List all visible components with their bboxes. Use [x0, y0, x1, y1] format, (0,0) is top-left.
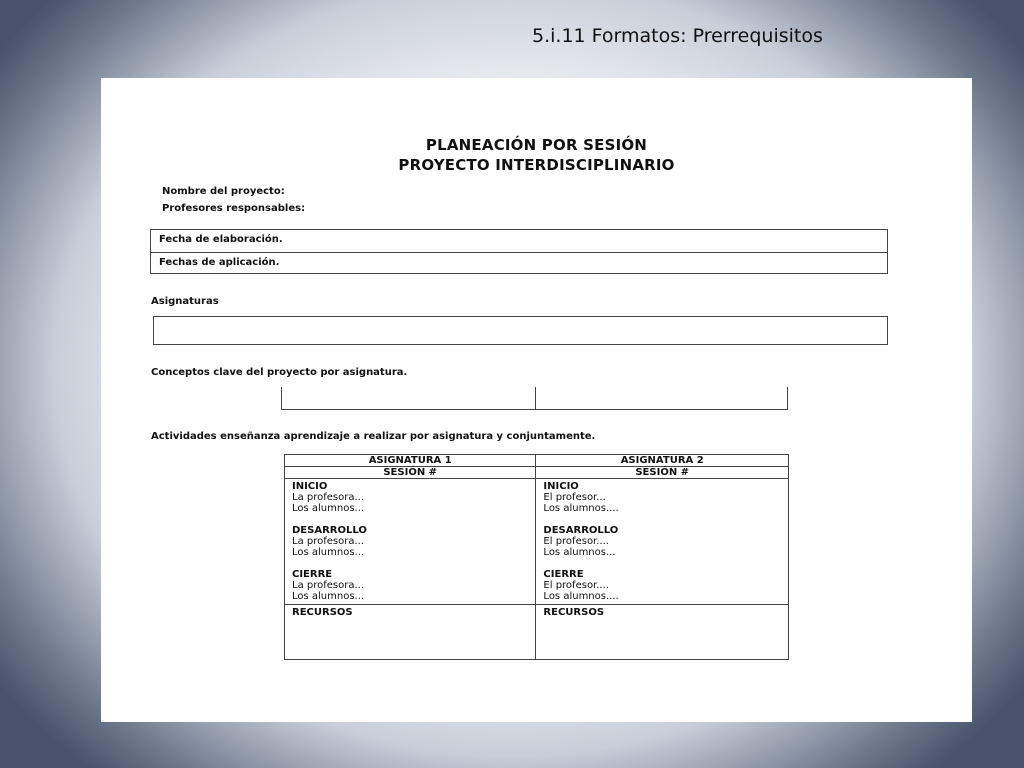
desarrollo-line: La profesora...: [292, 536, 365, 547]
key-concepts-box: [281, 387, 788, 410]
application-dates-label: Fechas de aplicación.: [159, 257, 280, 268]
inicio-title: INICIO: [292, 481, 328, 492]
desarrollo-title: DESARROLLO: [543, 525, 619, 536]
cierre-line: El profesor....: [543, 580, 609, 591]
document-heading: PLANEACIÓN POR SESIÓN: [425, 136, 648, 154]
subject-2-activities: [536, 479, 789, 605]
slide-title: 5.i.11 Formatos: Prerrequisitos: [532, 25, 823, 47]
key-concepts-divider: [535, 387, 536, 409]
subject-1-session: SESIÓN #: [285, 467, 536, 479]
document-page: [101, 78, 972, 722]
table-row: [285, 479, 789, 605]
cierre-line: Los alumnos...: [292, 591, 365, 602]
inicio-title: INICIO: [543, 481, 579, 492]
inicio-line: El profesor...: [543, 492, 606, 503]
subject-1-header: ASIGNATURA 1: [285, 455, 536, 467]
desarrollo-line: Los alumnos...: [292, 547, 365, 558]
cierre-title: CIERRE: [292, 569, 333, 580]
subject-2-header: ASIGNATURA 2: [536, 455, 789, 467]
subject-2-resources: [536, 605, 789, 660]
inicio-line: Los alumnos....: [543, 503, 619, 514]
cierre-line: Los alumnos....: [543, 591, 619, 602]
inicio-line: Los alumnos...: [292, 503, 365, 514]
subject-1-activities: [285, 479, 536, 605]
table-row: [285, 605, 789, 660]
cierre-line: La profesora...: [292, 580, 365, 591]
application-dates-row: [151, 252, 887, 274]
desarrollo-title: DESARROLLO: [292, 525, 367, 536]
elaboration-date-row: [151, 230, 887, 252]
document-subheading: PROYECTO INTERDISCIPLINARIO: [398, 156, 675, 174]
elaboration-date-label: Fecha de elaboración.: [159, 234, 283, 245]
key-concepts-label: Conceptos clave del proyecto por asignatura.: [151, 367, 408, 378]
recursos-title: RECURSOS: [543, 607, 605, 618]
cierre-title: CIERRE: [543, 569, 584, 580]
project-name-label: Nombre del proyecto:: [162, 186, 285, 197]
subject-2-session: SESIÓN #: [536, 467, 789, 479]
subjects-label: Asignaturas: [151, 296, 219, 307]
desarrollo-line: El profesor....: [543, 536, 609, 547]
inicio-line: La profesora...: [292, 492, 365, 503]
desarrollo-line: Los alumnos...: [543, 547, 616, 558]
table-header-row: [285, 455, 789, 467]
recursos-title: RECURSOS: [292, 607, 353, 618]
dates-box: [150, 229, 888, 274]
teachers-label: Profesores responsables:: [162, 203, 306, 214]
subject-1-resources: [285, 605, 536, 660]
activities-label: Actividades enseñanza aprendizaje a realizar por asignatura y conjuntamente.: [151, 431, 596, 442]
subjects-box: [153, 316, 888, 345]
table-session-row: [285, 467, 789, 479]
session-plan-table: [284, 454, 789, 660]
